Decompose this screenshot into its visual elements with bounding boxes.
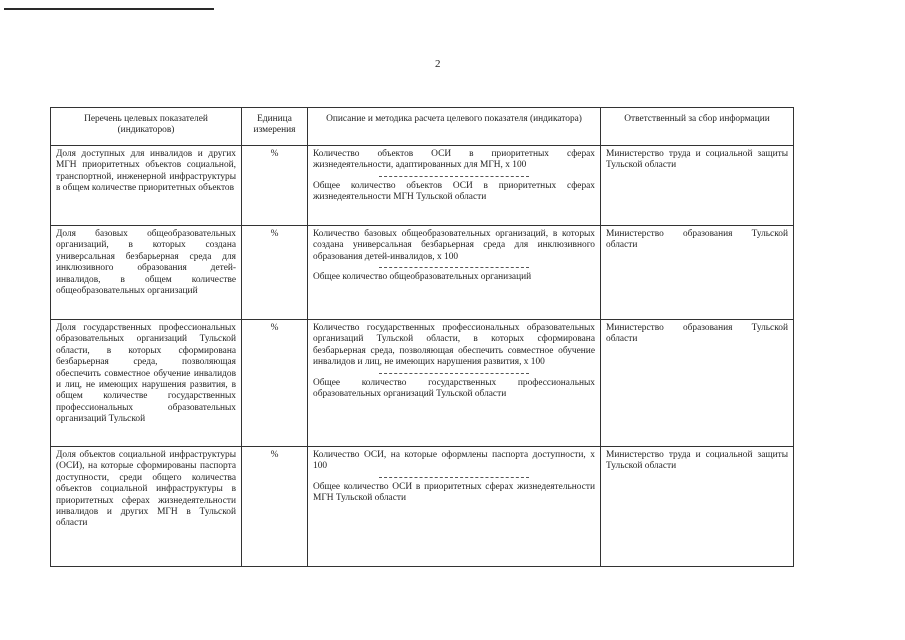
formula-numerator: Количество ОСИ, на которые оформлены паспорта доступности, х 100: [313, 450, 595, 472]
indicator-name: Доля базовых общеобразовательных организаций, в которых создана универсальная безбарьерная среда для инклюзивного образования детей-инвалидов, в общем количестве общеобразовательных организаций: [51, 226, 242, 320]
table-row: [51, 146, 794, 226]
indicators-table: [50, 107, 794, 567]
indicator-unit: %: [242, 146, 308, 226]
formula-denominator: Общее количество общеобразовательных организаций: [313, 272, 532, 283]
indicator-responsible: Министерство образования Тульской области: [601, 320, 794, 447]
page-number: 2: [435, 58, 441, 70]
header-unit: Единица измерения: [242, 108, 308, 146]
fraction-divider: [379, 176, 529, 177]
indicator-unit: %: [242, 226, 308, 320]
indicator-description: [308, 447, 601, 567]
table-row: [51, 226, 794, 320]
indicator-responsible: Министерство труда и социальной защиты Тульской области: [601, 447, 794, 567]
formula-numerator: Количество объектов ОСИ в приоритетных сферах жизнедеятельности, адаптированных для МГН, х 100: [313, 149, 595, 171]
indicator-description: [308, 226, 601, 320]
indicator-unit: %: [242, 447, 308, 567]
fraction-divider: [379, 373, 529, 374]
fraction-divider: [379, 267, 529, 268]
header-description: Описание и методика расчета целевого показателя (индикатора): [308, 108, 601, 146]
indicator-unit: %: [242, 320, 308, 447]
header-indicators: Перечень целевых показателей (индикаторов): [51, 108, 242, 146]
formula-denominator: Общее количество объектов ОСИ в приоритетных сферах жизнедеятельности МГН Тульской области: [313, 180, 595, 203]
fraction-divider: [379, 477, 529, 478]
indicator-name: Доля государственных профессиональных образовательных организаций Тульской области, в которых сформирована безбарьерная среда, позволяющая обеспечить совместное обучение инвалидов и лиц, не имеющих нарушения развития, в общем количестве государственных профессиональных образовательных организаций Тульской: [51, 320, 242, 447]
formula-denominator: Общее количество ОСИ в приоритетных сферах жизнедеятельности МГН Тульской области: [313, 481, 595, 504]
indicator-name: Доля объектов социальной инфраструктуры (ОСИ), на которые сформированы паспорта доступности, среди общего количества объектов социальной инфраструктуры в приоритетных сферах жизнедеятельности инвалидов и других МГН в Тульской области: [51, 447, 242, 567]
table-row: [51, 447, 794, 567]
header-responsible: Ответственный за сбор информации: [601, 108, 794, 146]
top-rule: [4, 8, 214, 10]
formula-numerator: Количество базовых общеобразовательных организаций, в которых создана универсальная безбарьерная среда для инклюзивного образования детей-инвалидов, х 100: [313, 229, 595, 262]
formula-denominator: Общее количество государственных профессиональных образовательных организаций Тульской области: [313, 377, 595, 400]
indicator-description: [308, 146, 601, 226]
indicator-responsible: Министерство образования Тульской области: [601, 226, 794, 320]
indicator-responsible: Министерство труда и социальной защиты Тульской области: [601, 146, 794, 226]
table-row: [51, 320, 794, 447]
table-header-row: [51, 108, 794, 146]
formula-numerator: Количество государственных профессиональных образовательных организаций Тульской области, в которых сформирована безбарьерная среда, позволяющая обеспечить совместное обучение инвалидов и лиц, не имеющих нарушения развития, х 100: [313, 323, 595, 368]
indicator-name: Доля доступных для инвалидов и других МГН приоритетных объектов социальной, транспортной, инженерной инфраструктуры в общем количестве приоритетных объектов: [51, 146, 242, 226]
indicator-description: [308, 320, 601, 447]
